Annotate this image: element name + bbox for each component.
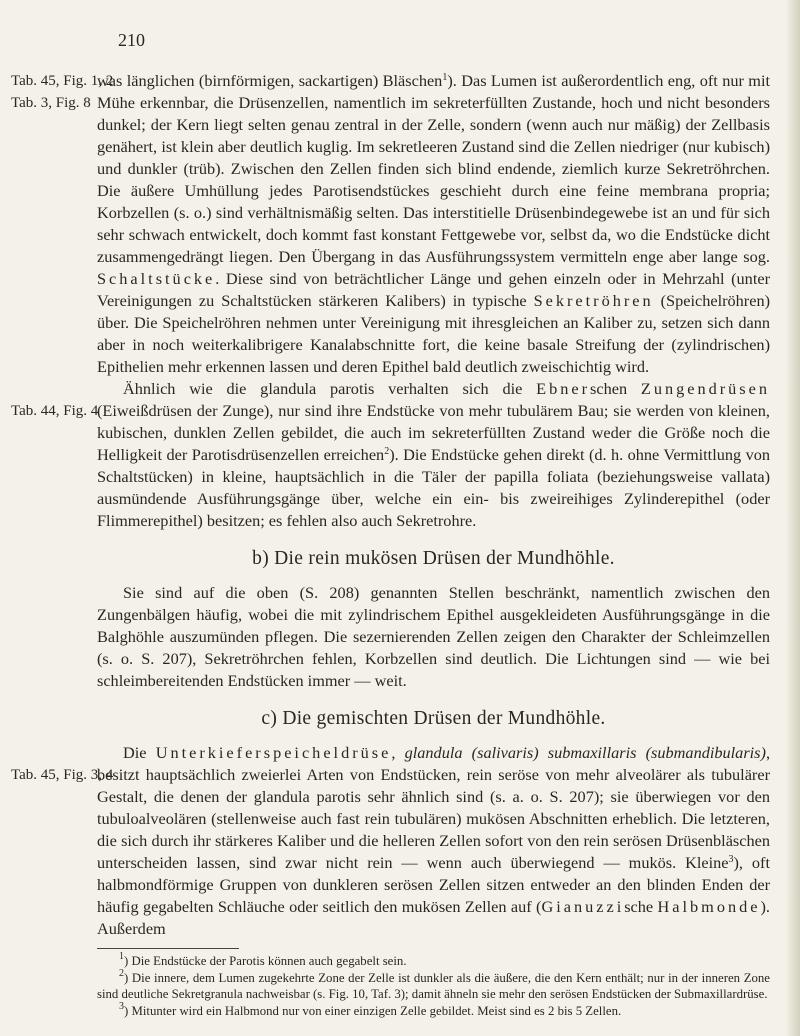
text-run: (Speichelröhren) über. Die Speichelröhren nehmen unter Vereinigung mit ihresgleichen an Kaliber zu, setzen sich dann aber in noch weiterkalibrigere Kanalabschnitte fort, die keine basale Streifung der (zylindrischen) Epithelien mehr erkennen lassen und deren Epithel bald deutlich zweischichtig wird. <box>97 291 771 376</box>
footnote-divider <box>97 948 239 949</box>
footnote-number: 3 <box>119 1000 124 1012</box>
latin-name: glandula (salivaris) submaxillaris (submandibularis) <box>404 743 766 762</box>
page-body <box>11 70 771 1019</box>
footnote-number: 1 <box>119 951 124 962</box>
footnote-text: ) Die Endstücke der Parotis können auch gegabelt sein. <box>124 954 407 968</box>
footnote-text: ) Mitunter wird ein Halbmond nur von einer einzigen Zelle gebildet. Meist sind es 2 bis 5 Zellen. <box>124 1003 622 1018</box>
text-run: Ähnlich wie die glandula parotis verhalten sich die <box>123 379 537 398</box>
footnote-1 <box>97 953 770 970</box>
text-run: , <box>391 743 405 762</box>
margin-reference-1: Tab. 45, Fig. 1, 2 <box>11 73 114 89</box>
paragraph-parotis <box>11 70 771 378</box>
text-run: Die <box>123 743 156 762</box>
paragraph-unterkieferspeicheldruese <box>11 742 771 940</box>
text-run: ). Die Endstücke gehen direkt (d. h. ohne Vermittlung von Schaltstücken) in kleine, hauptsächlich in die Täler der papilla foliata (beziehungsweise vallata) ausmündende Ausführungsgänge über, welche ein ein- bis zweireihiges Zylinderepithel (oder Flimmerepithel) besitzen; es fehlen also auch Sekretrohre. <box>97 445 770 530</box>
text-run: ). Außerdem <box>97 897 770 938</box>
text-run: , besitzt hauptsächlich zweierlei Arten von Endstücken, rein seröse von mehr alveolärer als tubulärer Gestalt, die denen der glandula parotis sehr ähnlich sind (s. a. o. S. 207); sie überwiegen vor den tubuloalveolären (stellenweise auch fast rein tubulären) mukösen Abschnitten erheblich. Die letzteren, die sich durch ihr stärkeres Kaliber und die helleren Zellen sofort von den rein serösen Drüsenbläschen unterscheiden lassen, sind zwar nicht rein — wenn auch überwiegend — mukös. Kleine <box>97 743 771 872</box>
name-ebner: Ebner <box>536 379 591 398</box>
paragraph-mukoese-druesen: Sie sind auf die oben (S. 208) genannten Stellen beschränkt, namentlich zwischen den Zungenbälgen häufig, wobei die mit zylindrischem Epithel ausgekleideten Ausführungsgänge in die Balghöhle auszumünden pflegen. Die sezernierenden Zellen zeigen den Charakter der Schleimzellen (s. o. S. 207), Sekretröhrchen fehlen, Korbzellen sind deutlich. Die Lichtungen sind — wie bei schleimbereitenden Endstücken immer — weit. <box>97 583 770 690</box>
term-halbmonde: Halbmonde <box>657 897 761 916</box>
page-number: 210 <box>118 30 145 50</box>
text-run: (Eiweißdrüsen der Zunge), nur sind ihre Endstücke von mehr tubulärem Bau; sie werden von kleinen, kubischen, dunklen Zellen gebildet, die auch im sekreterfüllten Zustand weder die Größe noch die Helligkeit der Parotisdrüsenzellen erreichen <box>97 401 770 464</box>
term-sekretroehren: Sekretröhren <box>533 291 654 310</box>
text-run: . Diese sind von beträchtlicher Länge und gehen einzeln oder in Mehrzahl (unter Vereinigungen zu Schaltstücken stärkeren Kalibers) in typische <box>97 269 770 310</box>
page-edge-shadow <box>786 0 800 1036</box>
footnote-mark-1[interactable]: 1 <box>442 72 448 83</box>
margin-reference-2: Tab. 3, Fig. 8 <box>11 95 91 111</box>
paragraph-zungendruesen <box>11 378 771 532</box>
section-heading-c: c) Die gemischten Drüsen der Mundhöhle. <box>261 708 606 729</box>
text-run: sche <box>624 897 658 916</box>
text-run: schen <box>590 379 641 398</box>
section-heading-b: b) Die rein mukösen Drüsen der Mundhöhle. <box>252 548 615 569</box>
footnote-3 <box>97 1000 770 1020</box>
term-schaltstuecke: Schaltstücke <box>97 269 216 288</box>
margin-reference-3: Tab. 44, Fig. 4 <box>11 403 99 419</box>
footnote-mark-2[interactable]: 2 <box>384 446 390 457</box>
footnote-2 <box>97 967 770 1003</box>
name-gianuzzi: Gianuzzi <box>541 897 625 916</box>
text-run: ). Das Lumen ist außerordentlich eng, oft nur mit Mühe erkennbar, die Drüsenzellen, namentlich im sekreterfüllten Zustande, hoch und nicht besonders dunkel; der Kern liegt selten genau zentral in der Zelle, sondern (wenn auch nur mäßig) der Zellbasis genähert, ist klein aber deutlich kuglig. Im sekretleeren Zustand sind die Zellen niedriger (nur kubisch) und dunkler (trüb). Zwischen den Zellen finden sich blind endende, ziemlich kurze Sekretröhrchen. Die äußere Umhüllung jedes Parotisendstückes geschieht durch eine feine membrana propria; Korbzellen (s. o.) sind verhältnismäßig selten. Das interstitielle Drüsenbindegewebe ist an und für sich sehr schwach entwickelt, doch kommt fast konstant Fettgewebe vor, selbst da, wo die Endstücke dicht zusammengedrängt liegen. Den Übergang in das Ausführungssystem vermitteln enge aber lange sog. <box>97 71 770 266</box>
text-run: ), oft halbmondförmige Gruppen von dunkleren serösen Zellen sitzen entweder an den blinden Enden der häufig gegabelten Schläuche oder seitlich den mukösen Zellen auf ( <box>97 853 770 916</box>
footnote-text: ) Die innere, dem Lumen zugekehrte Zone der Zelle ist dunkler als die äußere, die den Kern enthält; nur in der inneren Zone sind deutliche Sekretgranula nachweisbar (s. Fig. 10, Taf. 3); damit ähneln sie mehr den serösen Endstücken der Submaxillardrüse. <box>97 970 770 1001</box>
footnote-number: 2 <box>119 967 124 979</box>
term-zungendruesen: Zungendrüsen <box>640 379 771 398</box>
term-unterkieferspeicheldruese: Unterkieferspeicheldrüse <box>155 743 392 762</box>
margin-reference-4: Tab. 45, Fig. 3, 4 <box>11 767 114 783</box>
text-run: was länglichen (birnförmigen, sackartigen) Bläschen <box>97 71 443 90</box>
footnote-mark-3[interactable]: 3 <box>728 854 734 865</box>
